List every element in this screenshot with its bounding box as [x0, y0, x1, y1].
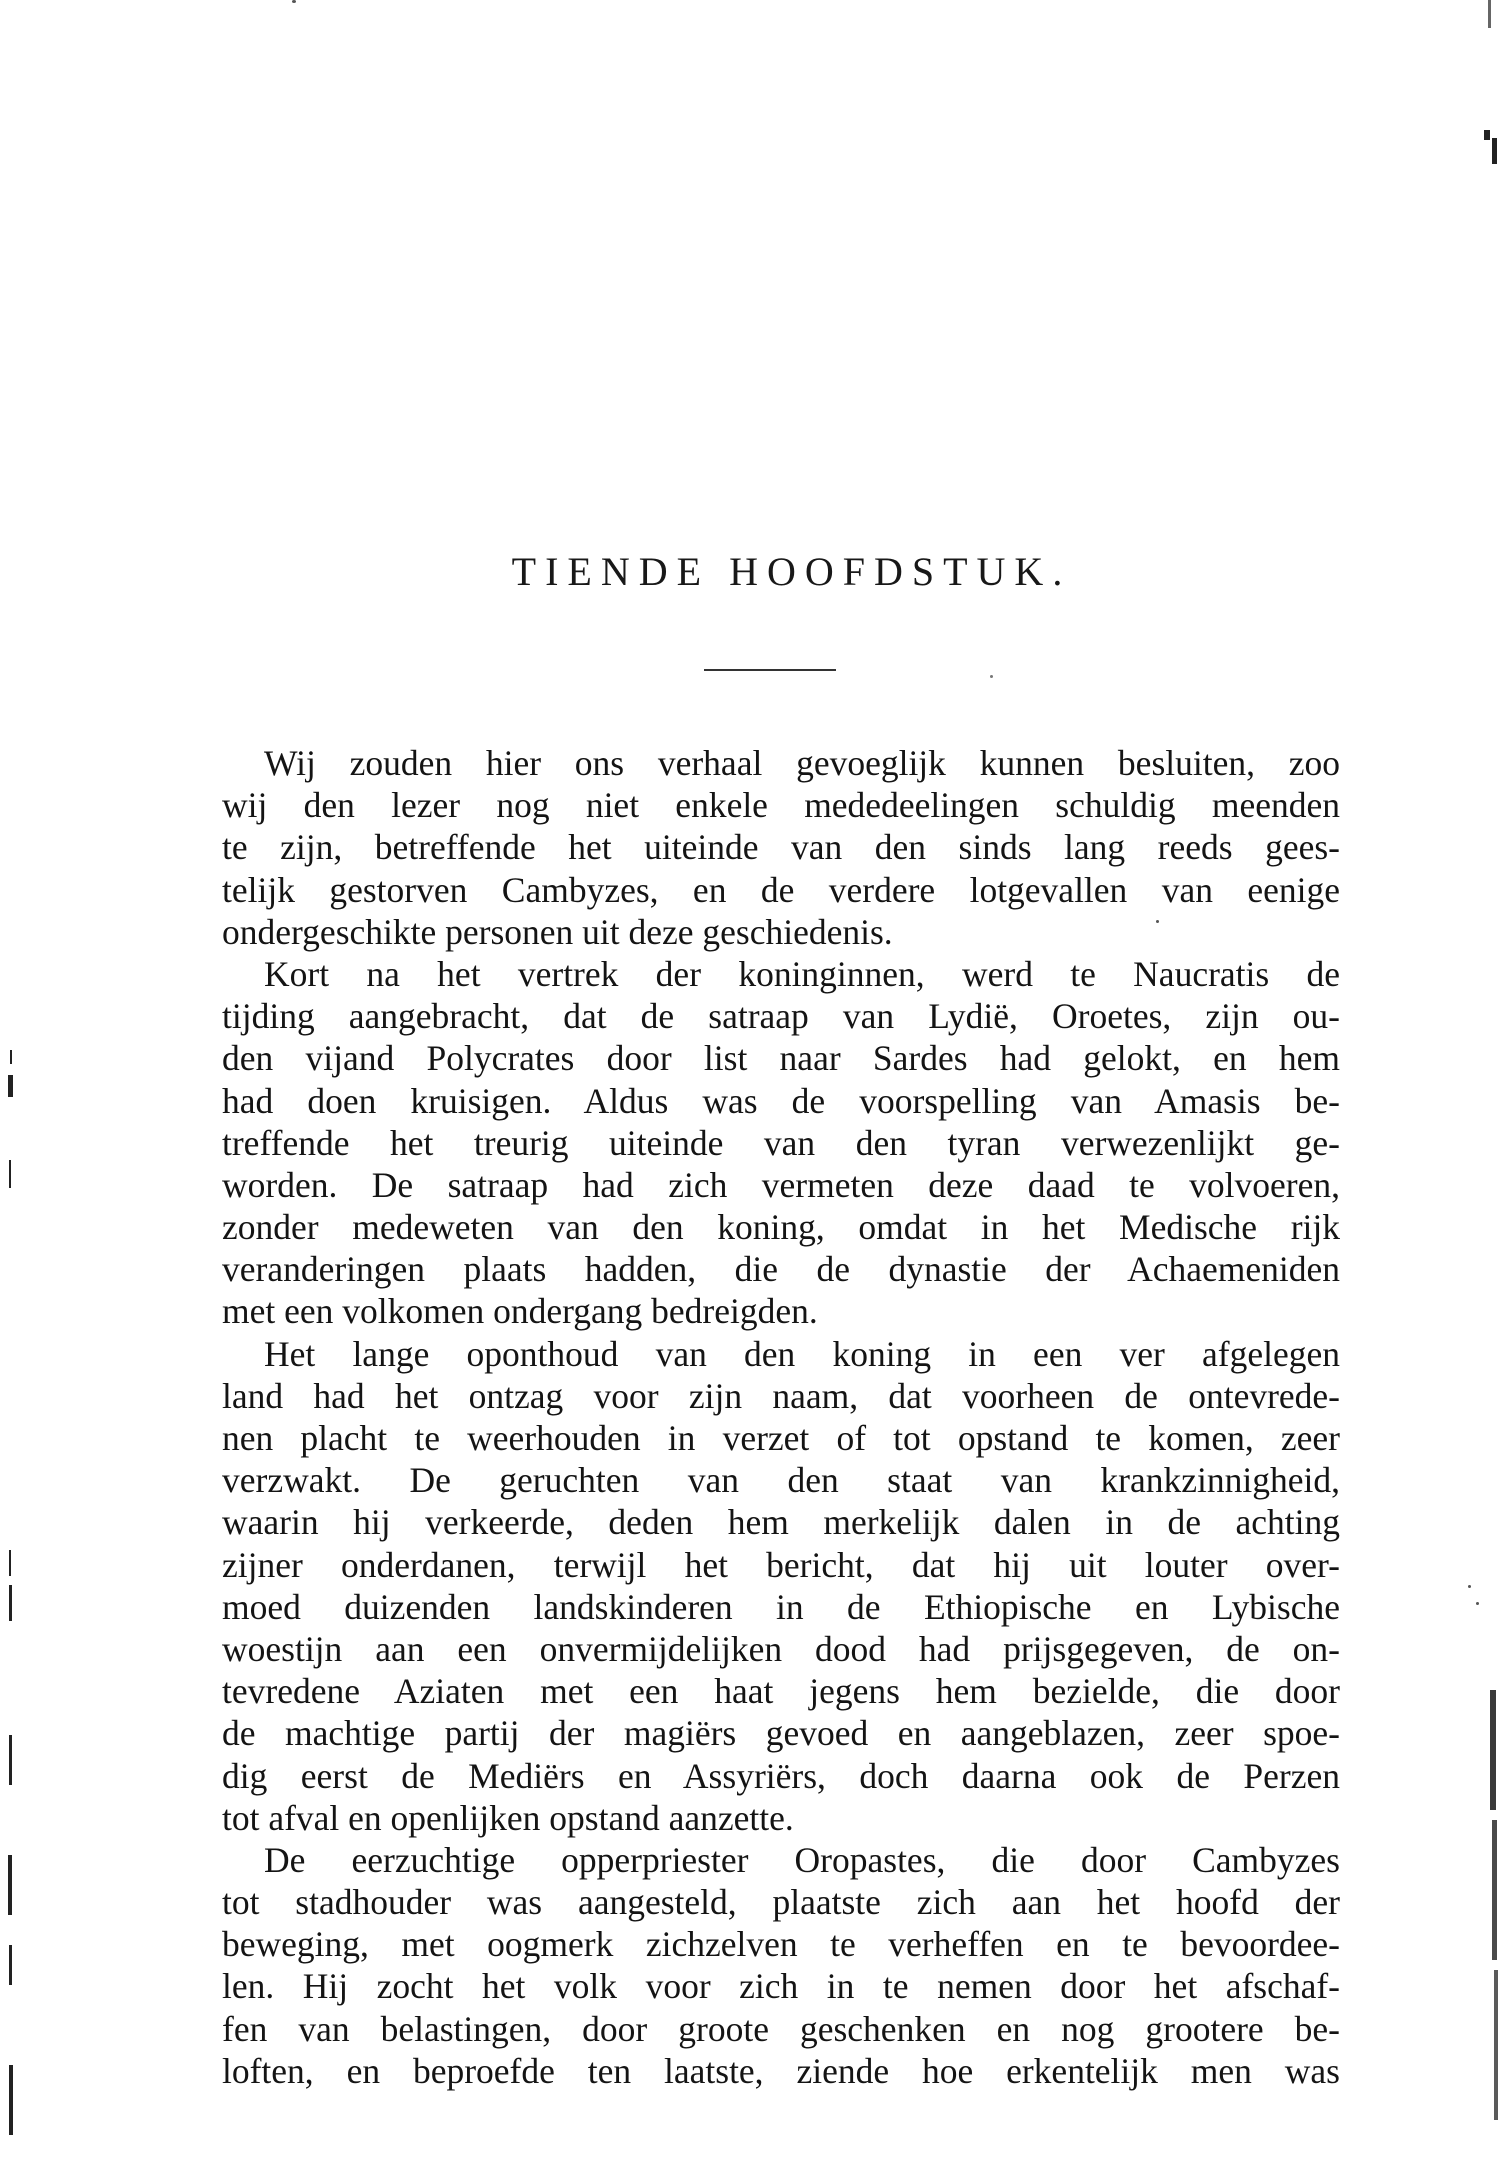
left-margin-mark: [10, 1050, 12, 1064]
text-line: moed duizenden landskinderen in de Ethiopische en Lybische: [222, 1586, 1340, 1627]
paragraph: [222, 953, 1340, 1333]
text-line: tot afval en openlijken opstand aanzette.: [222, 1797, 794, 1838]
right-margin-mark: [1492, 1820, 1497, 1960]
text-line: verzwakt. De geruchten van den staat van krankzinnigheid,: [222, 1460, 1340, 1501]
left-margin-mark: [9, 1945, 12, 1985]
text-line: woestijn aan een onvermijdelijken dood had prijsgegeven, de on-: [222, 1628, 1340, 1669]
paragraph: [222, 742, 1340, 953]
text-line: dig eerst de Mediërs en Assyriërs, doch daarna ook de Perzen: [222, 1755, 1340, 1796]
text-line: veranderingen plaats hadden, die de dynastie der Achaemeniden: [222, 1249, 1340, 1290]
right-margin-mark: [1494, 1970, 1498, 2120]
text-line: tijding aangebracht, dat de satraap van Lydië, Oroetes, zijn ou-: [222, 996, 1340, 1037]
text-line: ondergeschikte personen uit deze geschiedenis.: [222, 911, 893, 952]
text-line: loften, en beproefde ten laatste, ziende hoe erkentelijk men was: [222, 2050, 1340, 2091]
text-line: telijk gestorven Cambyzes, en de verdere lotgevallen van eenige: [222, 869, 1340, 910]
text-line: worden. De satraap had zich vermeten deze daad te volvoeren,: [222, 1164, 1340, 1205]
text-line: te zijn, betreffende het uiteinde van den sinds lang reeds gees-: [222, 827, 1340, 868]
text-line: had doen kruisigen. Aldus was de voorspelling van Amasis be-: [222, 1080, 1340, 1121]
left-margin-mark: [9, 1550, 11, 1576]
right-margin-mark: [1488, 0, 1491, 28]
text-line: zijner onderdanen, terwijl het bericht, dat hij uit louter over-: [222, 1544, 1340, 1585]
text-line: met een volkomen ondergang bedreigden.: [222, 1291, 818, 1332]
speck: [292, 0, 296, 3]
paragraph: [222, 1839, 1340, 2092]
text-line: len. Hij zocht het volk voor zich in te nemen door het afschaf-: [222, 1966, 1340, 2007]
text-line: waarin hij verkeerde, deden hem merkelijk dalen in de achting: [222, 1502, 1340, 1543]
text-line: nen placht te weerhouden in verzet of tot opstand te komen, zeer: [222, 1418, 1340, 1458]
text-line: treffende het treurig uiteinde van den tyran verwezenlijkt ge-: [222, 1122, 1340, 1163]
left-margin-mark: [8, 1855, 12, 1915]
text-line: tevredene Aziaten met een haat jegens hem bezielde, die door: [222, 1671, 1340, 1712]
divider-speck: [990, 675, 993, 678]
text-line: wij den lezer nog niet enkele mededeelingen schuldig meenden: [222, 785, 1340, 826]
left-margin-mark: [9, 2065, 13, 2135]
text-line: zonder medeweten van den koning, omdat in het Medische rijk: [222, 1207, 1340, 1248]
text-line: den vijand Polycrates door list naar Sardes had gelokt, en hem: [222, 1038, 1340, 1079]
text-line: Wij zouden hier ons verhaal gevoeglijk kunnen besluiten, zoo: [264, 743, 1340, 783]
left-margin-mark: [9, 1735, 12, 1785]
text-line: land had het ontzag voor zijn naam, dat voorheen de ontevrede-: [222, 1375, 1340, 1416]
title-divider: [704, 669, 836, 671]
right-margin-mark: [1484, 130, 1490, 140]
left-margin-mark: [8, 1075, 13, 1097]
right-margin-mark: [1490, 1690, 1496, 1810]
text-line: de machtige partij der magiërs gevoed en aangeblazen, zeer spoe-: [222, 1713, 1340, 1754]
speck: [1476, 1602, 1479, 1605]
text-line: beweging, met oogmerk zichzelven te verheffen en te bevoordee-: [222, 1924, 1340, 1965]
text-line: Kort na het vertrek der koninginnen, werd te Naucratis de: [264, 953, 1340, 994]
chapter-title: TIENDE HOOFDSTUK.: [511, 549, 1072, 594]
text-line: tot stadhouder was aangesteld, plaatste zich aan het hoofd der: [222, 1882, 1340, 1923]
left-margin-mark: [9, 1160, 11, 1188]
right-margin-mark: [1492, 138, 1497, 164]
text-line: fen van belastingen, door groote geschenken en nog grootere be-: [222, 2008, 1340, 2049]
body-text: [222, 742, 1340, 2092]
speck: [1156, 920, 1159, 923]
speck: [1468, 1585, 1471, 1588]
text-line: De eerzuchtige opperpriester Oropastes, die door Cambyzes: [264, 1839, 1340, 1880]
text-line: Het lange oponthoud van den koning in een ver afgelegen: [264, 1333, 1340, 1374]
paragraph: [222, 1333, 1340, 1839]
left-margin-mark: [9, 1585, 12, 1621]
